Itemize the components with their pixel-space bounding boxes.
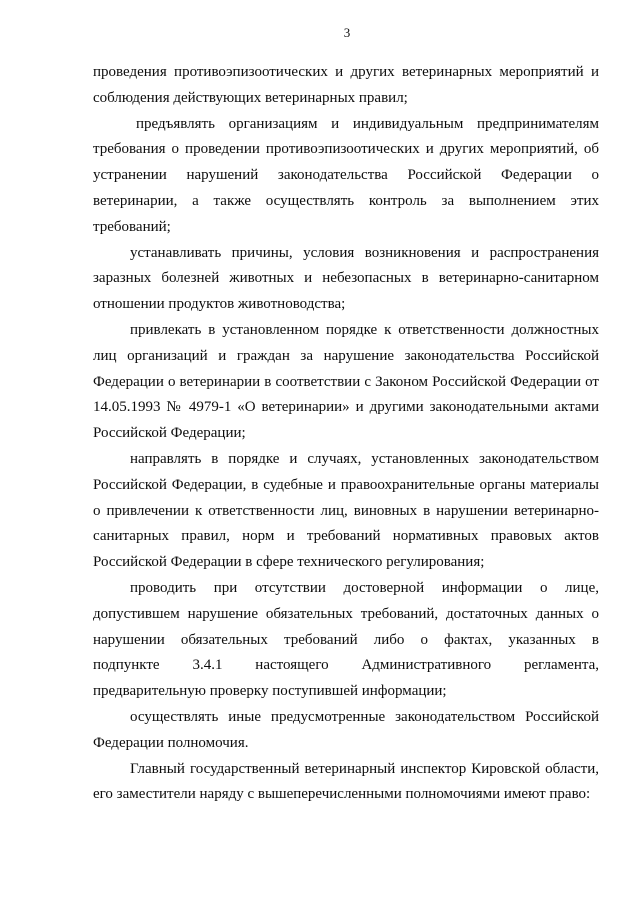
text-line: осуществлять иные предусмотренные законодательством Российской bbox=[130, 708, 599, 725]
text-line: Федерации о ветеринарии в соответствии с Законом Российской Федерации от bbox=[93, 373, 599, 390]
text-line: проведения противоэпизоотических и других ветеринарных мероприятий и bbox=[93, 64, 599, 80]
text-line: Российской Федерации, в судебные и правоохранительные органы материалы bbox=[93, 476, 599, 493]
paragraph-demand-requirements bbox=[93, 112, 599, 241]
text-line: Российской Федерации; bbox=[93, 425, 246, 442]
text-line: ветеринарии, а также осуществлять контроль за выполнением этих bbox=[93, 192, 599, 209]
text-line: проводить при отсутствии достоверной информации о лице, bbox=[130, 579, 599, 596]
text-line: предварительную проверку поступившей информации; bbox=[93, 683, 447, 700]
text-line: соблюдения действующих ветеринарных правил; bbox=[93, 89, 408, 106]
paragraph-chief-inspector bbox=[93, 757, 599, 809]
text-line: подпункте 3.4.1 настоящего Административного регламента, bbox=[93, 657, 599, 674]
text-line: заразных болезней животных и небезопасных в ветеринарно-санитарном bbox=[93, 270, 599, 287]
paragraph-hold-responsible bbox=[93, 318, 599, 447]
text-line: устанавливать причины, условия возникновения и распространения bbox=[130, 244, 599, 261]
text-line: 14.05.1993 № 4979-1 «О ветеринарии» и другими законодательными актами bbox=[93, 399, 599, 416]
text-line: его заместители наряду с вышеперечисленными полномочиями имеют право: bbox=[93, 786, 591, 803]
paragraph-establish-causes bbox=[93, 241, 599, 318]
page-number: 3 bbox=[343, 25, 351, 40]
text-line: предъявлять организациям и индивидуальным предпринимателям bbox=[136, 115, 599, 132]
text-line: Российской Федерации в сфере технического регулирования; bbox=[93, 554, 485, 571]
text-line: Главный государственный ветеринарный инспектор Кировской области, bbox=[130, 760, 599, 777]
paragraph-other-powers bbox=[93, 705, 599, 757]
text-line: Федерации полномочия. bbox=[93, 734, 249, 751]
text-line: направлять в порядке и случаях, установленных законодательством bbox=[130, 450, 599, 467]
text-line: требований; bbox=[93, 218, 171, 235]
paragraph-send-materials bbox=[93, 447, 599, 576]
text-line: требования о проведении противоэпизоотических и других мероприятий, об bbox=[93, 141, 599, 158]
paragraph-continuation bbox=[93, 60, 599, 112]
text-line: отношении продуктов животноводства; bbox=[93, 296, 346, 313]
document-body bbox=[93, 60, 599, 808]
text-line: устранении нарушений законодательства Российской Федерации о bbox=[93, 167, 599, 184]
text-line: лиц организаций и граждан за нарушение законодательства Российской bbox=[93, 347, 599, 364]
text-line: нарушении обязательных требований либо о фактах, указанных в bbox=[93, 631, 599, 648]
text-line: привлекать в установленном порядке к ответственности должностных bbox=[130, 321, 599, 338]
text-line: санитарных правил, норм и требований нормативных правовых актов bbox=[93, 528, 599, 545]
text-line: допустившем нарушение обязательных требований, достаточных данных о bbox=[93, 605, 599, 622]
text-line: о привлечении к ответственности лиц, виновных в нарушении ветеринарно- bbox=[93, 502, 599, 519]
paragraph-preliminary-check bbox=[93, 576, 599, 705]
